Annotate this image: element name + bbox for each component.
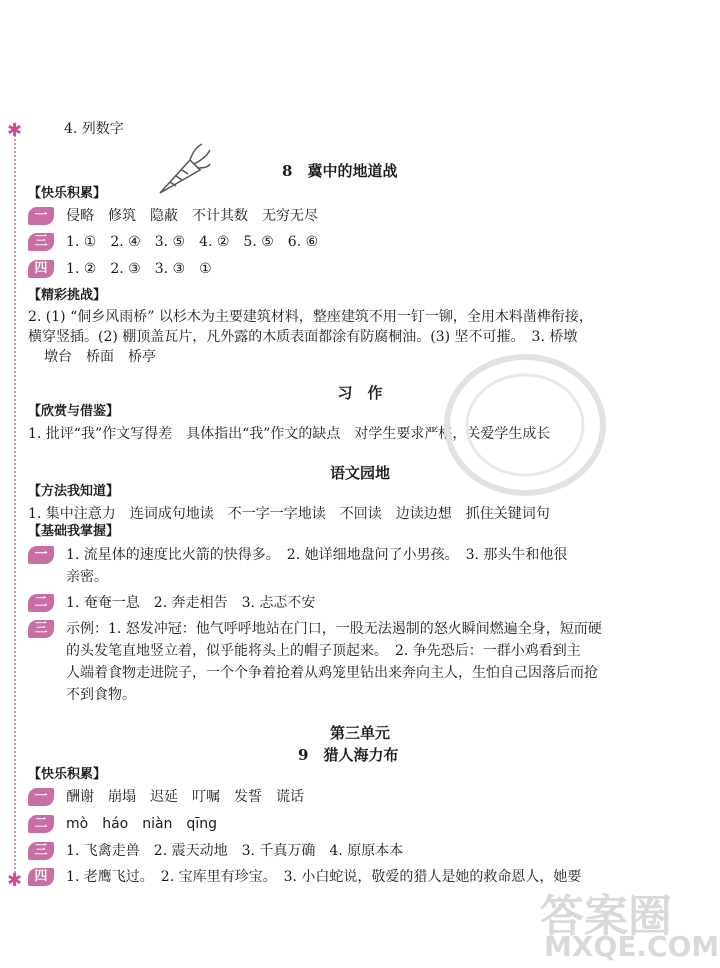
- bullet-mark: 一: [28, 546, 54, 564]
- xizuo-tag: 【欣赏与借鉴】: [28, 404, 120, 419]
- jingcai-tag: 【精彩挑战】: [28, 288, 107, 303]
- lesson8-heading: [282, 160, 397, 181]
- yuwen-b3-line3: 人端着食物走进院子，一个个争着抢着从鸡笼里钻出来奔向主人，生怕自己因落后而抢: [66, 665, 598, 681]
- bullet-text: 1. ② 2. ③ 3. ③ ①: [66, 261, 212, 277]
- xizuo-text: 1. 批评“我”作文写得差 具体指出“我”作文的缺点 对学生要求严格，关爱学生成长: [28, 426, 551, 442]
- jingcai-line-3: 墩台 桥面 桥亭: [44, 349, 156, 365]
- xizuo-title: 习 作: [337, 384, 383, 402]
- lesson8-number: 8: [282, 162, 293, 180]
- lesson9-title: 猎人海力布: [323, 746, 399, 764]
- bullet-mark: 一: [28, 207, 54, 225]
- brand-watermark: 答案圈: [540, 891, 672, 942]
- bullet-mark: 四: [28, 260, 54, 278]
- top-item: 4. 列数字: [64, 121, 124, 137]
- kuaile-tag: 【快乐积累】: [28, 186, 107, 201]
- bullet-text: 侵略 修筑 隐蔽 不计其数 无穷无尽: [66, 208, 318, 224]
- fangfa-text: 1. 集中注意力 连词成句地读 不一字一字地读 不回读 边读边想 抓住关键词句: [28, 506, 550, 522]
- bullet-mark: 三: [28, 233, 54, 251]
- fangfa-tag: 【方法我知道】: [28, 484, 120, 499]
- bullet-text: 酬谢 崩塌 迟延 叮嘱 发誓 谎话: [66, 789, 304, 805]
- site-watermark: MXQE.COM: [544, 930, 720, 963]
- bullet-mark: 三: [28, 842, 54, 860]
- yuwen-b3-line2: 的头发笔直地竖立着，似乎能将头上的帽子顶起来。 2. 争先恐后：一群小鸡看到主: [66, 643, 581, 659]
- margin-decoration: [14, 128, 16, 884]
- bullet-text: 1. 老鹰飞过。 2. 宝库里有珍宝。 3. 小白蛇说，敬爱的猎人是她的救命恩人，她要: [66, 869, 582, 885]
- flower-icon-top: ✱: [7, 120, 23, 141]
- yuwen-b1-line1: 1. 流星体的速度比火箭的快得多。 2. 她详细地盘问了小男孩。 3. 那头牛和他很: [66, 547, 568, 563]
- bullet-mark: 二: [28, 815, 54, 833]
- yuwen-b2-text: 1. 奄奄一息 2. 奔走相告 3. 忐忑不安: [66, 595, 316, 611]
- carrot-icon: [150, 138, 212, 200]
- bullet-mark: 一: [28, 788, 54, 806]
- bullet-text: 1. 飞禽走兽 2. 震天动地 3. 千真万确 4. 原原本本: [66, 843, 404, 859]
- bullet-mark: 二: [28, 594, 54, 612]
- bullet-mark: 三: [28, 620, 54, 638]
- unit3-title: 第三单元: [329, 724, 390, 742]
- lesson9-number: 9: [298, 746, 309, 764]
- jingcai-line-2: 横穿竖插。(2) 棚顶盖瓦片，凡外露的木质表面都涂有防腐桐油。(3) 坚不可摧。 3. 桥墩: [28, 329, 578, 345]
- stamp-watermark: [440, 350, 610, 500]
- unit3-tag: 【快乐积累】: [28, 767, 107, 782]
- pinyin-text: mò háo niàn qīng: [66, 816, 217, 832]
- yuwen-b1-line2: 亲密。: [66, 569, 108, 585]
- bullet-text: 1. ① 2. ④ 3. ⑤ 4. ② 5. ⑤ 6. ⑥: [66, 234, 319, 250]
- lesson9-heading: [298, 744, 398, 765]
- flower-icon-bottom: ✱: [7, 870, 23, 891]
- yuwen-b3-line1: 示例：1. 怒发冲冠：他气呼呼地站在门口，一股无法遏制的怒火瞬间燃遍全身，短而硬: [66, 621, 602, 637]
- lesson8-title: 冀中的地道战: [307, 162, 398, 180]
- bullet-mark: 四: [28, 868, 54, 886]
- yuwen-b3-line4: 不到食物。: [66, 687, 136, 703]
- jingcai-line-1: 2. (1) “侗乡风雨桥” 以杉木为主要建筑材料，整座建筑不用一钉一铆，全用木料凿榫衔接，: [28, 309, 593, 325]
- yuwen-title: 语文园地: [329, 464, 390, 482]
- jichu-tag: 【基础我掌握】: [28, 524, 120, 539]
